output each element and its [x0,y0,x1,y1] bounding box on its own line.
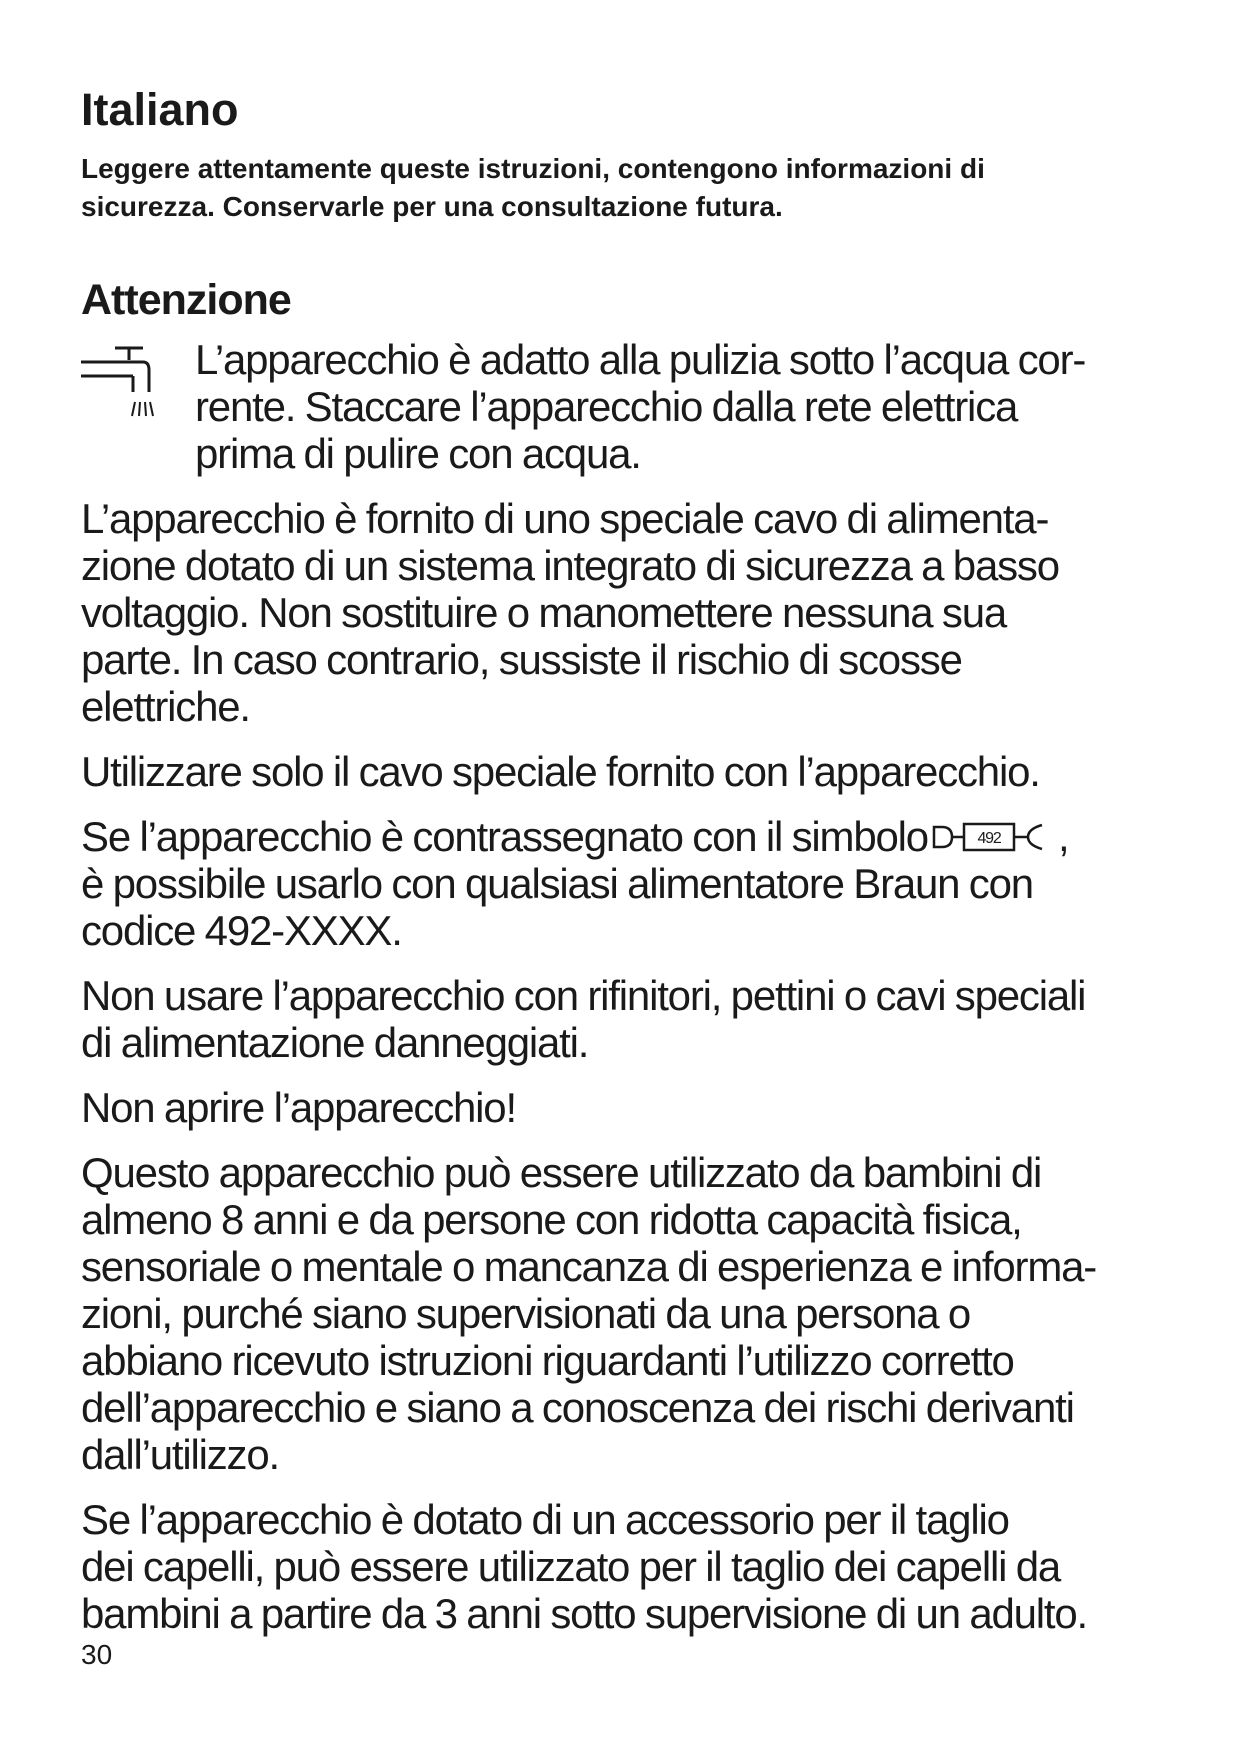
symbol-line-comma: , [1057,813,1069,860]
warning-line: L’apparecchio è adatto alla pulizia sotto l’acqua cor- [195,336,1086,383]
paragraph-line: abbiano ricevuto istruzioni riguardanti l’utilizzo corretto [81,1337,1014,1384]
section-title-attenzione: Attenzione [81,276,291,324]
water-cleaning-warning [81,336,1161,477]
damaged-accessories-paragraph [81,972,1161,1066]
intro-line: Leggere attentamente queste istruzioni, contengono informazioni di [81,153,985,184]
paragraph-line: parte. In caso contrario, sussiste il rischio di scosse [81,636,962,683]
haircut-accessory-paragraph [81,1496,1161,1637]
paragraph-line: di alimentazione danneggiati. [81,1019,589,1066]
symbol-line-text: Se l’apparecchio è contrassegnato con il simbolo [81,813,928,860]
paragraph-line: codice 492-XXXX. [81,907,402,954]
paragraph-line: sensoriale o mentale o mancanza di esperienza e informa- [81,1243,1097,1290]
paragraph-line: Questo apparecchio può essere utilizzato da bambini di [81,1149,1042,1196]
paragraph-line: bambini a partire da 3 anni sotto supervisione di un adulto. [81,1590,1088,1637]
paragraph-line: è possibile usarlo con qualsiasi alimentatore Braun con [81,860,1033,907]
paragraph-line: Utilizzare solo il cavo speciale fornito con l’apparecchio. [81,748,1040,795]
paragraph-line: voltaggio. Non sostituire o manomettere nessuna sua [81,589,1007,636]
paragraph-line: dei capelli, può essere utilizzato per il taglio dei capelli da [81,1543,1061,1590]
paragraph-line: zione dotato di un sistema integrato di sicurezza a basso [81,542,1059,589]
paragraph-line: dell’apparecchio e siano a conoscenza dei rischi derivanti [81,1384,1074,1431]
manual-page [81,80,1161,1655]
do-not-open-paragraph [81,1084,1161,1131]
paragraph-line: Se l’apparecchio è dotato di un accessorio per il taglio [81,1496,1009,1543]
only-special-cable-paragraph [81,748,1161,795]
intro-paragraph [81,150,1161,226]
warning-line: rente. Staccare l’apparecchio dalla rete elettrica [195,383,1018,430]
paragraph-line: almeno 8 anni e da persone con ridotta capacità fisica, [81,1196,1022,1243]
special-cable-paragraph [81,495,1161,730]
paragraph-line: L’apparecchio è fornito di uno speciale cavo di alimenta- [81,495,1049,542]
language-heading: Italiano [81,84,239,135]
symbol-paragraph [81,813,1161,954]
paragraph-line: dall’utilizzo. [81,1431,279,1478]
power-plug-492-icon [928,819,1058,855]
paragraph-line: Non usare l’apparecchio con rifinitori, pettini o cavi speciali [81,972,1086,1019]
paragraph-line: Non aprire l’apparecchio! [81,1084,516,1131]
paragraph-line: elettriche. [81,683,250,730]
paragraph-line [81,813,1161,860]
intro-line: sicurezza. Conservarle per una consultazione futura. [81,191,783,222]
warning-line: prima di pulire con acqua. [195,430,641,477]
symbol-492-label: 492 [977,830,1001,847]
page-number: 30 [81,1639,113,1670]
tap-water-icon [81,342,171,426]
paragraph-line: zioni, purché siano supervisionati da una persona o [81,1290,971,1337]
children-usage-paragraph [81,1149,1161,1478]
